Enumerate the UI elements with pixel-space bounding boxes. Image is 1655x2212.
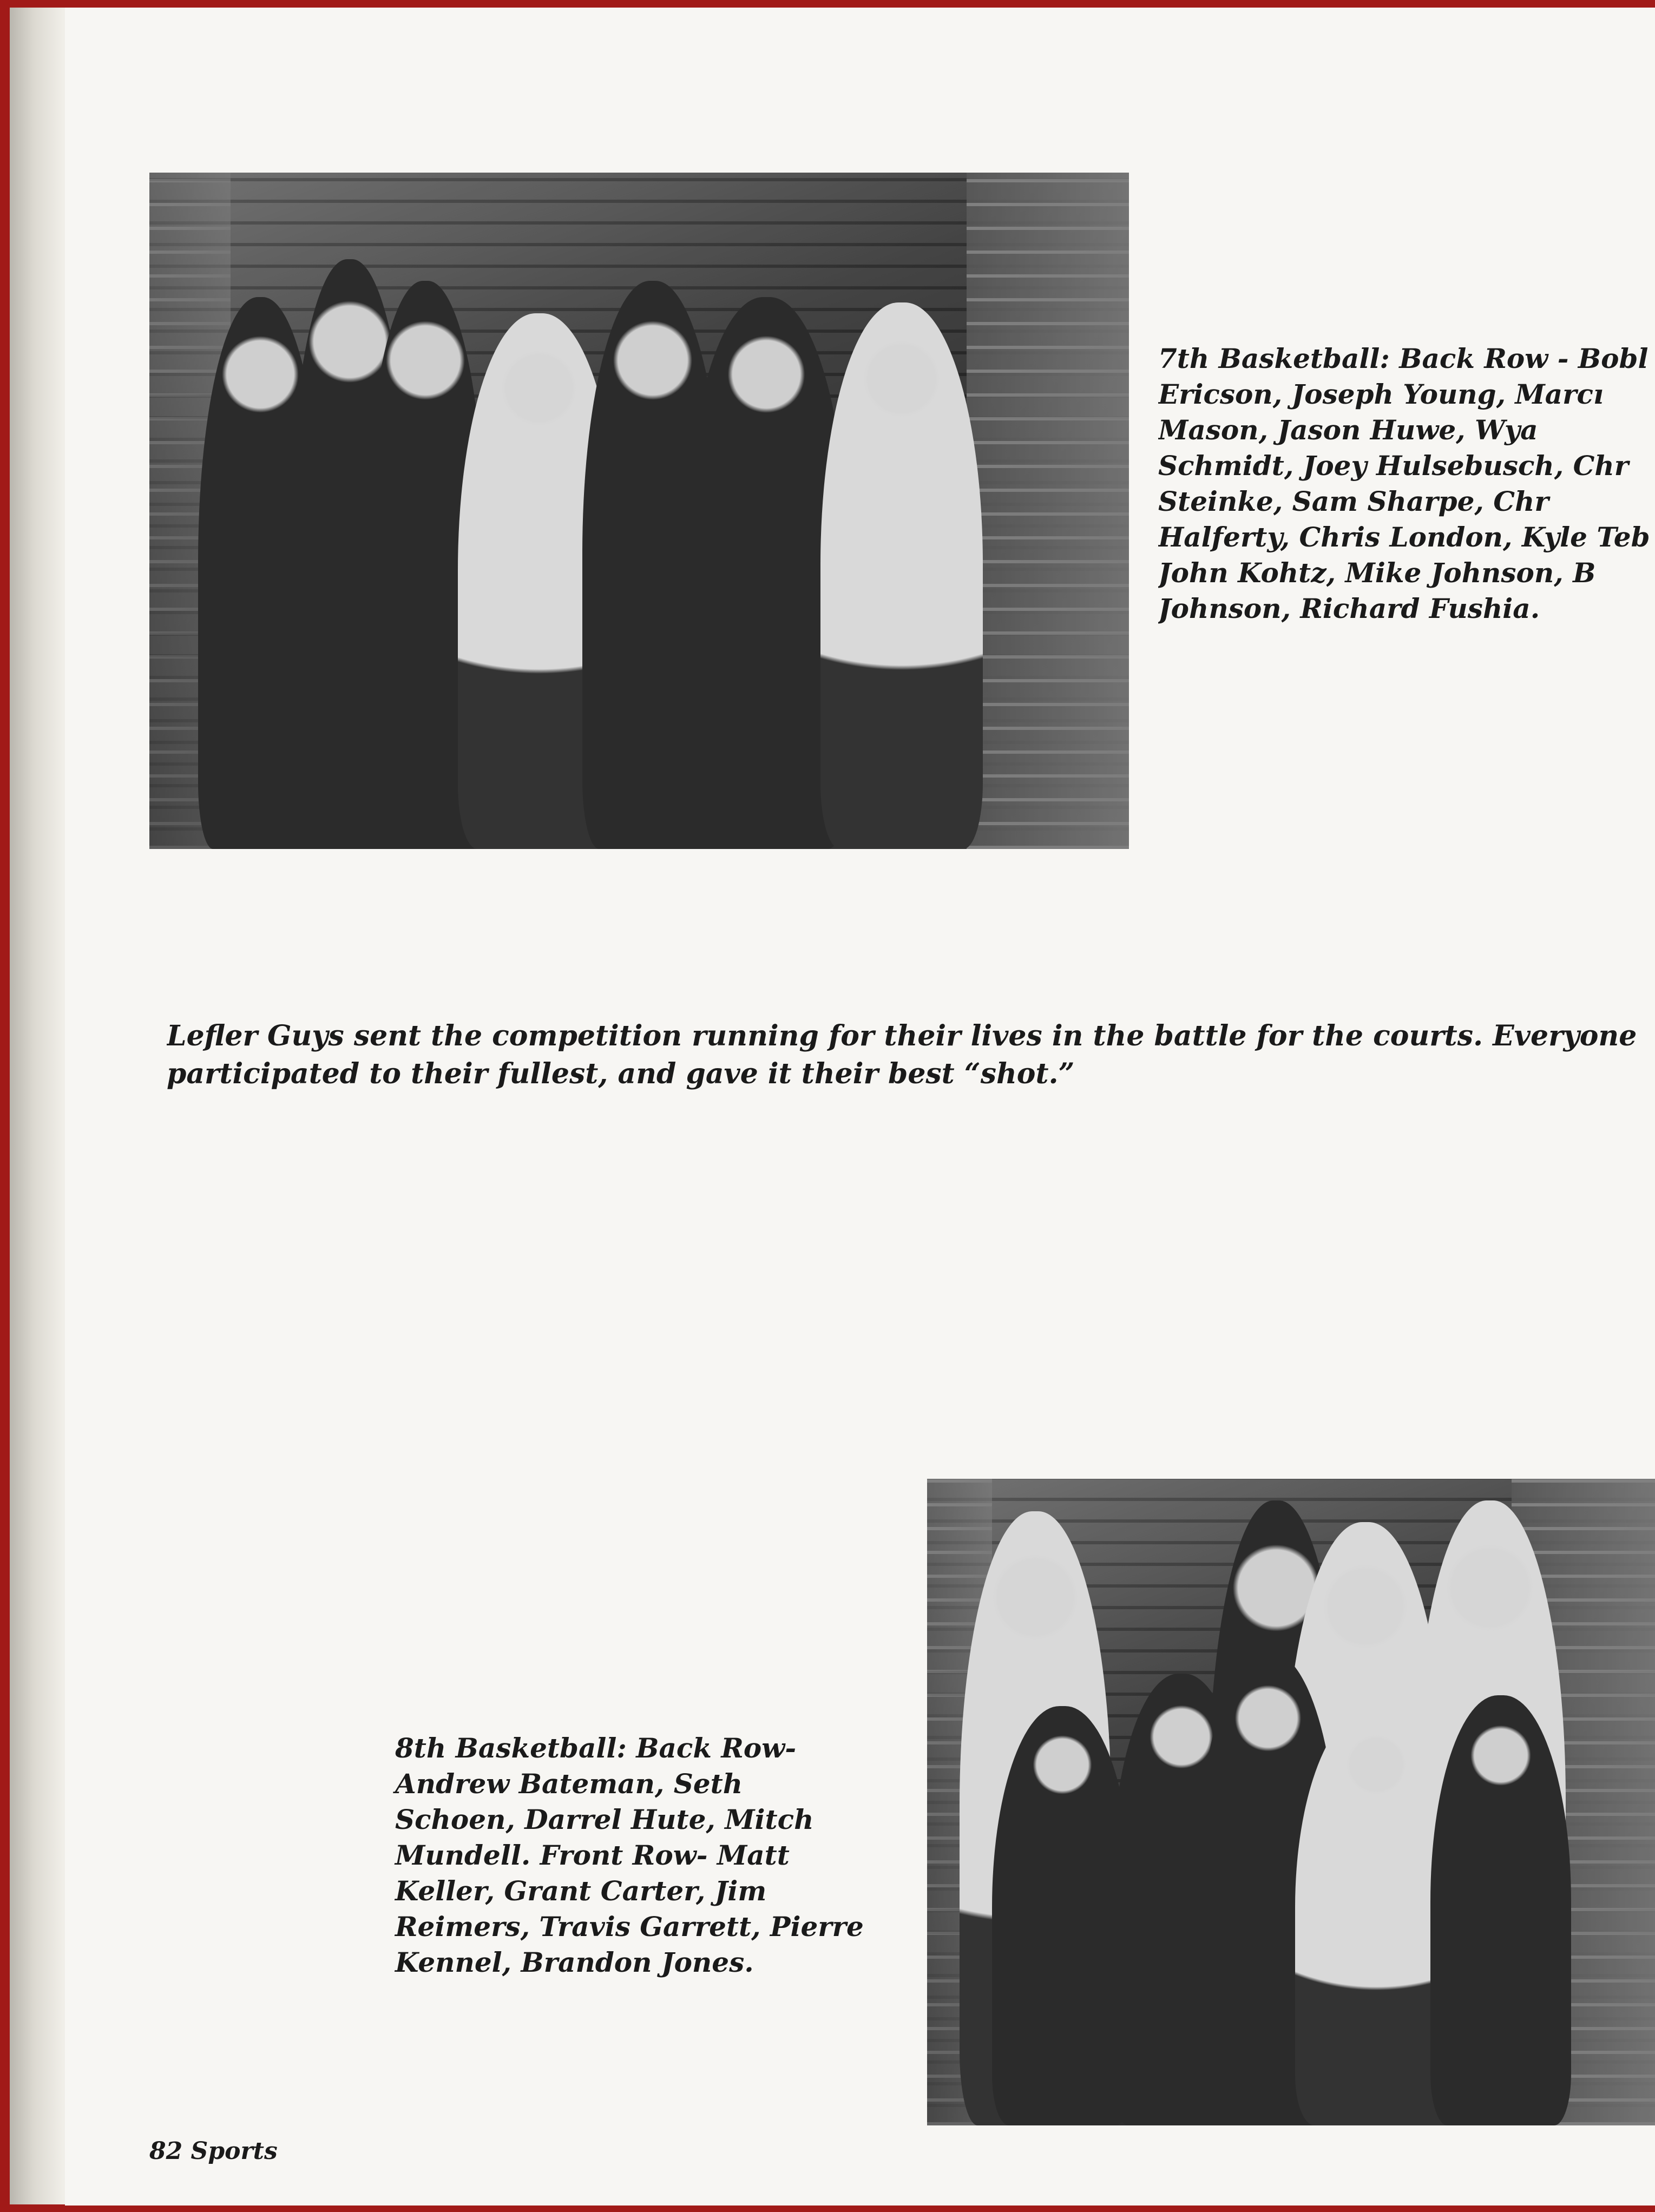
caption-line: Mason, Jason Huwe, Wya: [1158, 414, 1538, 446]
eighth-grade-team-photo: [927, 1479, 1655, 2125]
caption-line: Ericson, Joseph Young, Marcı: [1158, 378, 1604, 410]
caption-line: Reimers, Travis Garrett, Pierre: [395, 1911, 864, 1943]
caption-line: Mundell. Front Row- Matt: [395, 1839, 790, 1871]
page-story-caption: [167, 1017, 1655, 1093]
player-figure: [1430, 1695, 1571, 2125]
seventh-grade-team-photo: [149, 173, 1129, 849]
photo-brick-wall-right: [967, 173, 1129, 849]
caption-line: Lefler Guys sent the competition running for their lives in the battle for the courts. Everyone: [167, 1019, 1637, 1052]
player-figure: [820, 302, 983, 849]
caption-line: Steinke, Sam Sharpe, Chr: [1158, 485, 1549, 517]
seventh-grade-caption: [1158, 341, 1655, 627]
caption-line: Halferty, Chris London, Kyle Teb: [1158, 521, 1650, 553]
caption-line: 7th Basketball: Back Row - Bobl: [1158, 343, 1649, 374]
caption-line: 8th Basketball: Back Row-: [395, 1732, 797, 1764]
caption-line: Keller, Grant Carter, Jim: [395, 1875, 767, 1907]
page-folio: 82 Sports: [149, 2137, 278, 2165]
caption-line: Schmidt, Joey Hulsebusch, Chr: [1158, 450, 1629, 482]
caption-line: Kennel, Brandon Jones.: [395, 1946, 754, 1978]
caption-line: Schoen, Darrel Hute, Mitch: [395, 1803, 814, 1835]
caption-line: John Kohtz, Mike Johnson, B: [1158, 557, 1596, 589]
caption-line: Johnson, Richard Fushia.: [1158, 593, 1540, 624]
eighth-grade-caption: [395, 1730, 866, 1980]
caption-line: Andrew Bateman, Seth: [395, 1768, 743, 1800]
caption-line: participated to their fullest, and gave it their best “shot.”: [167, 1057, 1075, 1090]
